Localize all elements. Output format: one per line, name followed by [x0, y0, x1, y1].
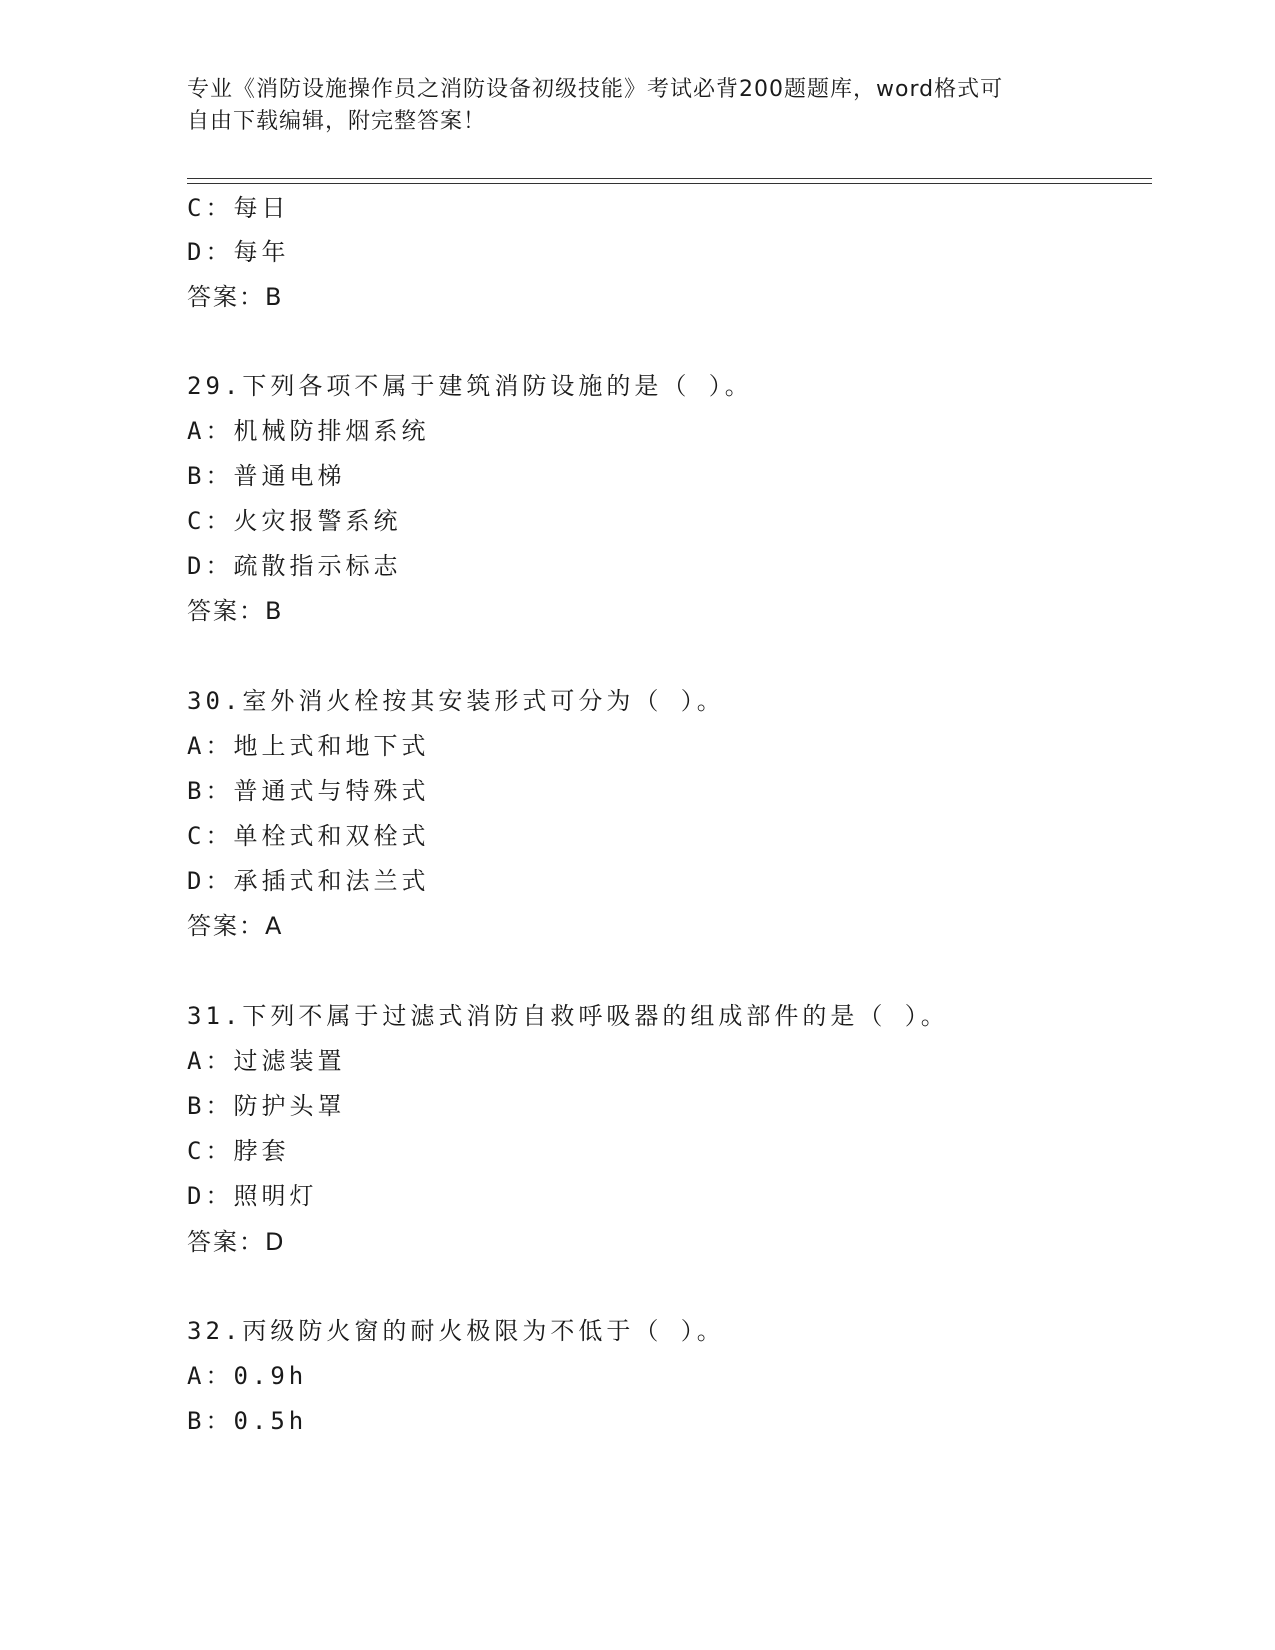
q32-question: 32.丙级防火窗的耐火极限为不低于（ ）。 [187, 1317, 725, 1345]
q29-option-d: D：疏散指示标志 [187, 552, 402, 580]
q29-option-c: C：火灾报警系统 [187, 507, 402, 535]
q29-question: 29.下列各项不属于建筑消防设施的是（ ）。 [187, 372, 753, 400]
q32-option-a: A：0.9h [187, 1362, 308, 1390]
q31-question: 31.下列不属于过滤式消防自救呼吸器的组成部件的是（ ）。 [187, 1002, 949, 1030]
q30-option-a: A：地上式和地下式 [187, 732, 430, 760]
q30-question: 30.室外消火栓按其安装形式可分为（ ）。 [187, 687, 725, 715]
q31-option-b: B：防护头罩 [187, 1092, 346, 1120]
q30-option-c: C：单栓式和双栓式 [187, 822, 430, 850]
q31-option-c: C：脖套 [187, 1137, 290, 1165]
header-divider-top [187, 178, 1152, 179]
q29-option-b: B：普通电梯 [187, 462, 346, 490]
document-title [187, 74, 1067, 138]
q28-answer: 答案：B [187, 283, 284, 311]
q29-option-a: A：机械防排烟系统 [187, 417, 430, 445]
q31-option-a: A：过滤装置 [187, 1047, 346, 1075]
q30-option-b: B：普通式与特殊式 [187, 777, 430, 805]
q31-option-d: D：照明灯 [187, 1182, 318, 1210]
title-line-1: 专业《消防设施操作员之消防设备初级技能》考试必背200题题库，word格式可 [187, 77, 1004, 102]
q30-option-d: D：承插式和法兰式 [187, 867, 430, 895]
q28-option-c: C：每日 [187, 194, 290, 222]
q28-option-d: D：每年 [187, 238, 290, 266]
header-divider-bottom [187, 183, 1152, 184]
q29-answer: 答案：B [187, 597, 284, 625]
title-line-2: 自由下载编辑，附完整答案！ [187, 109, 487, 134]
q31-answer: 答案：D [187, 1228, 286, 1256]
q32-option-b: B：0.5h [187, 1407, 308, 1435]
q30-answer: 答案：A [187, 912, 284, 940]
